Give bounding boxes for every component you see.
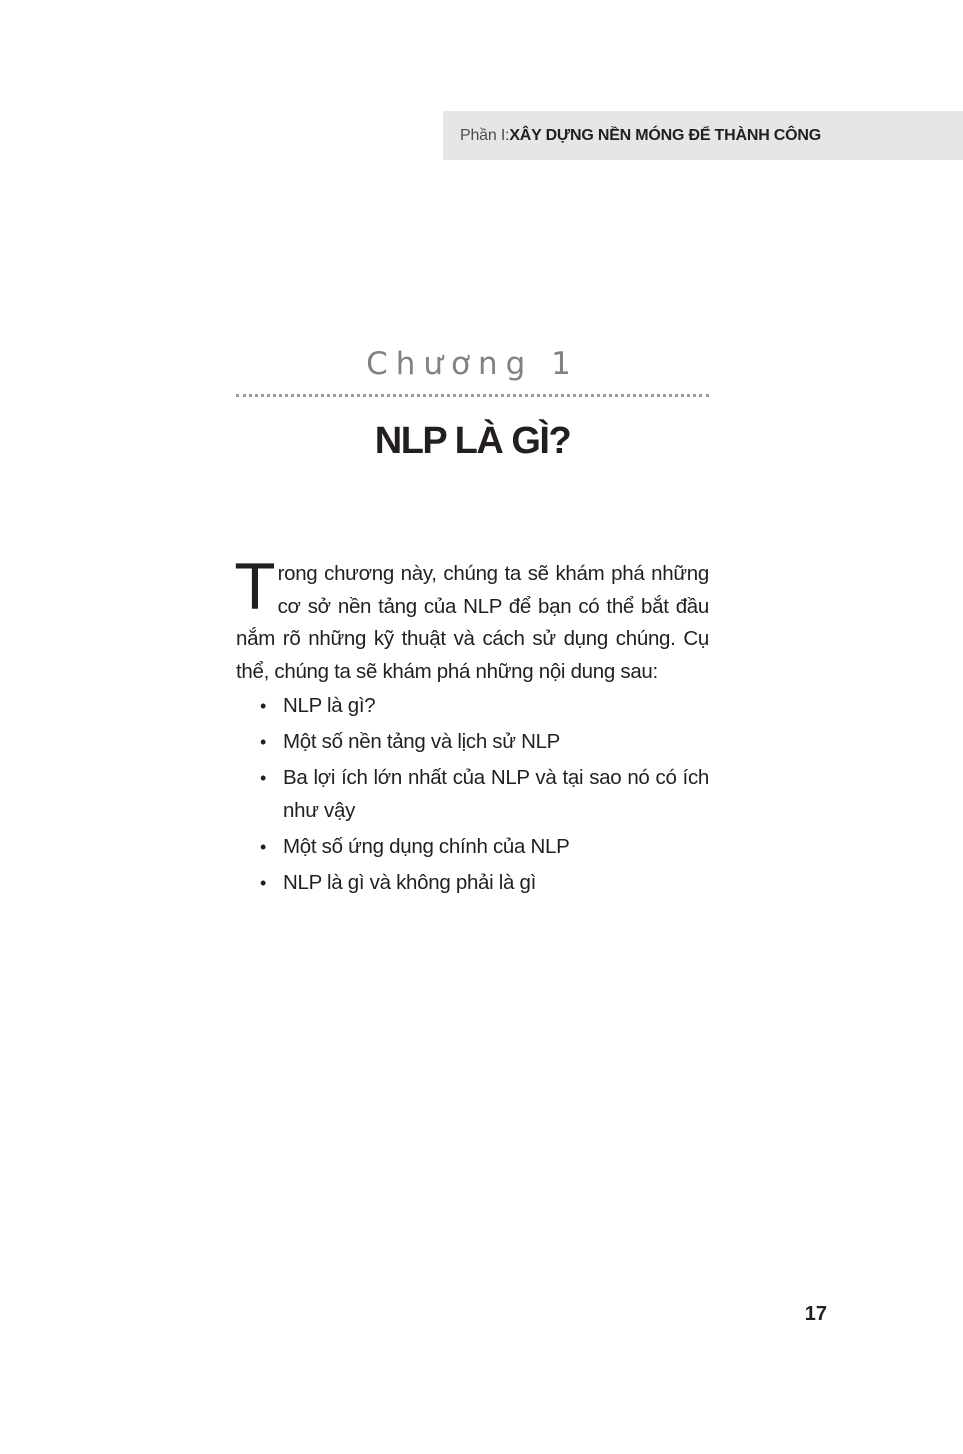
running-header-prefix: Phần I: [460, 126, 510, 144]
drop-cap: T [236, 551, 274, 624]
list-item-text: NLP là gì? [283, 694, 376, 717]
running-header [443, 111, 963, 160]
list-item-text: Một số nền tảng và lịch sử NLP [283, 730, 561, 753]
list-item [236, 690, 709, 723]
page-number: 17 [804, 1303, 827, 1325]
chapter-label: Chương 1 [366, 346, 579, 382]
list-item [236, 831, 709, 864]
bullet-icon: • [260, 836, 267, 857]
list-item-text: Một số ứng dụng chính của NLP [283, 834, 570, 858]
chapter-title: NLP LÀ GÌ? [374, 420, 571, 462]
intro-text: rong chương này, chúng ta sẽ khám phá những cơ sở nền tảng của NLP để bạn có thể bắt đầu nắm rõ những kỹ thuật và cách sử dụng chúng. Cụ thể, chúng ta sẽ khám phá những nội dung sau: [236, 562, 709, 683]
list-item-text: Ba lợi ích lớn nhất của NLP và tại sao nó có ích như vậy [283, 766, 709, 822]
bullet-icon: • [260, 732, 267, 752]
list-item [236, 762, 709, 827]
running-header-section-title: XÂY DỰNG NỀN MÓNG ĐỂ THÀNH CÔNG [509, 126, 821, 144]
topic-list [236, 690, 709, 903]
bullet-icon: • [260, 696, 267, 716]
chapter-divider [236, 394, 709, 397]
list-item-text: NLP là gì và không phải là gì [283, 870, 537, 894]
bullet-icon: • [260, 768, 267, 788]
list-item [236, 726, 709, 759]
list-item [236, 867, 709, 900]
intro-paragraph [236, 551, 709, 688]
bullet-icon: • [260, 872, 267, 893]
